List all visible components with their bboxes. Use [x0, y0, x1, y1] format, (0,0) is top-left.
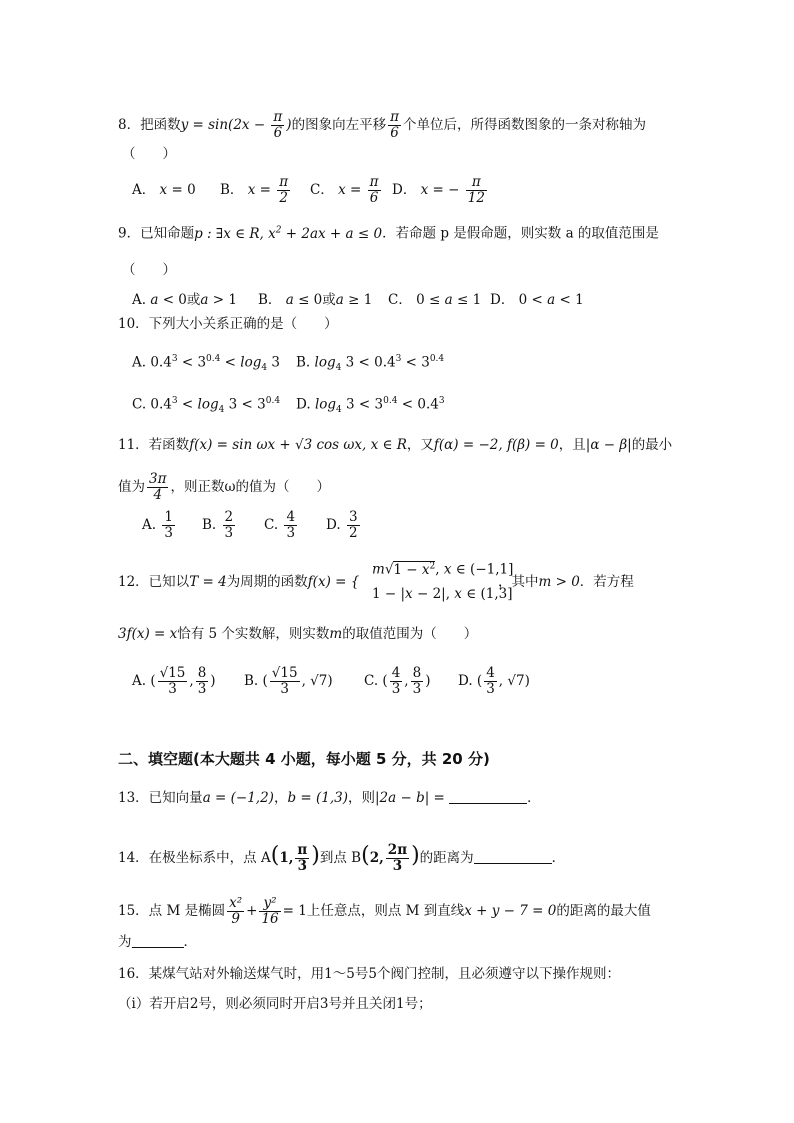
section-fill-in-title: 二、填空题(本大题共 4 小题，每小题 5 分，共 20 分) — [118, 750, 490, 768]
q14-answer-blank[interactable] — [474, 851, 552, 864]
q15-line2 — [118, 934, 197, 950]
q15-line2-text: 为 — [118, 934, 132, 950]
q8-paren: （ ） — [122, 146, 176, 162]
q12-piece2: 1 − |x − 2|, x ∈ (1,3] — [372, 586, 513, 602]
q11-abs: |α − β| — [585, 437, 632, 453]
q9-option-c[interactable]: C． 0 ≤ a ≤ 1 — [388, 292, 482, 308]
q11-option-b[interactable]: B. $\frac{2}{3}$ — [202, 509, 234, 541]
q16-rule-1: （i）若开启2号，则必须同时开启3号并且关闭1号； — [118, 996, 432, 1012]
q11-stem — [118, 437, 672, 453]
q8-option-a[interactable]: A． x = 0 — [132, 182, 196, 198]
q12-line2-m: m — [329, 626, 343, 642]
q13-vector-b: b = (1,3) — [287, 790, 348, 806]
q13-expression: |2a − b| = — [375, 790, 445, 806]
q15-line-equation: x + y − 7 = 0 — [464, 902, 557, 919]
q14-stem: 14．在极坐标系中，点 A(1, $\frac{\pi}{3}$ )到点 B(2, $\frac{2\pi}{3}$ )的距离为 ． — [118, 842, 566, 874]
q15-text-a: 15．点 M 是椭圆 — [118, 902, 226, 919]
q9-proposition: p : ∃x ∈ R, $x^2 + 2ax + a \le 0$ — [194, 225, 383, 242]
q9-option-a[interactable]: A. a < 0或a > 1 — [132, 292, 237, 308]
q14-text-a: 14．在极坐标系中，点 A — [118, 850, 271, 866]
q9-option-d[interactable]: D． 0 < a < 1 — [490, 292, 584, 308]
q9-stem — [118, 225, 659, 242]
q10-option-a[interactable]: A. $0.4^3 < 3^{0.4} < \log_4 3$ — [132, 354, 280, 374]
q12-piece1: $m√1 - x^2$, x ∈ (−1,1] — [372, 561, 514, 578]
q12-option-c[interactable]: C. ( $\frac{4}{3}$ , $\frac{8}{3}$ ) — [364, 665, 431, 697]
q9-text-a: 9．已知命题 — [118, 225, 195, 242]
q8-option-b[interactable]: B． x = $\frac{\pi}{2}$ — [220, 174, 289, 206]
q12-func-lhs: f(x) = { — [307, 574, 360, 590]
q8-option-d[interactable]: D． x = − $\frac{\pi}{12}$ — [392, 174, 485, 206]
q11-value: $\frac{3\pi}{4}$ — [149, 471, 167, 503]
q8-text-a: 8．把函数 — [118, 116, 181, 133]
q11-option-a[interactable]: A. $\frac{1}{3}$ — [142, 509, 173, 541]
q8-shift: $\frac{\pi}{6}$ — [390, 109, 399, 141]
q12-line2 — [118, 626, 477, 642]
q14-text-c: 的距离为 — [419, 850, 474, 866]
q14-text-b: 到点 B — [319, 850, 362, 866]
q8-option-c[interactable]: C． x = $\frac{\pi}{6}$ — [310, 174, 379, 206]
q8-function: y = sin(2x − $\frac{\pi}{6}$ ) — [180, 109, 292, 141]
q12-option-b[interactable]: B. ( $\frac{√15}{3}$ , √7) — [244, 665, 333, 697]
q12-text-b: 为周期的函数 — [226, 574, 308, 590]
q9-paren: （ ） — [122, 262, 176, 278]
q10-option-b[interactable]: B. $\log_4 3 < 0.4^3 < 3^{0.4}$ — [296, 354, 445, 374]
q12-stem — [118, 574, 359, 590]
q13-answer-blank[interactable] — [449, 791, 527, 804]
q12-option-d[interactable]: D. ( $\frac{4}{3}$ , √7) — [458, 665, 530, 697]
q15-stem: 15．点 M 是椭圆 $\frac{\text{x²}}{9}$ + $\frac{\text{y²}}{16}$ = 1上任意点，则点 M 到直线x + y − 7 = 0的距离的最大值 — [118, 895, 651, 927]
q8-text-b: 的图象向左平移 — [291, 116, 387, 133]
q12-period: T = 4 — [189, 574, 227, 590]
q12-stem-tail — [498, 574, 634, 590]
q12-text-a: 12．已知以 — [118, 574, 190, 590]
q12-equation: 3f(x) = x — [118, 626, 178, 642]
q15-answer-blank[interactable] — [132, 935, 184, 948]
q13-separator: ， — [273, 790, 288, 806]
q11-text-b: ，又 — [406, 437, 434, 453]
q8-text-c: 个单位后，所得函数图象的一条对称轴为 — [402, 116, 646, 133]
q15-text-c: 的距离的最大值 — [556, 902, 651, 919]
q11-option-c[interactable]: C. $\frac{4}{3}$ — [264, 509, 296, 541]
q14-end: ． — [551, 850, 566, 866]
q13-text-b: ，则 — [348, 790, 375, 806]
q13-vector-a: a = (−1,2) — [202, 790, 274, 806]
q12-line2-b: 的取值范围为（ ） — [342, 626, 478, 642]
q10-option-c[interactable]: C. $0.4^3 < \log_4 3 < 3^{0.4}$ — [132, 396, 281, 416]
q8-stem — [118, 110, 646, 141]
q9-text-b: ．若命题 p 是假命题，则实数 a 的取值范围是 — [382, 225, 659, 242]
q11-function: f(x) = sin ωx + √3 cos ωx, x ∈ R — [189, 437, 407, 453]
q12-text-c: ，其中 — [498, 574, 539, 590]
q11-line2-a: 值为 — [118, 478, 145, 495]
q11-line2-b: ，则正数ω的值为（ ） — [170, 478, 330, 495]
q10-stem: 10．下列大小关系正确的是（ ） — [118, 316, 338, 332]
q13-end: ． — [527, 790, 541, 806]
q15-text-b: 上任意点，则点 M 到直线 — [306, 902, 465, 919]
q11-line2 — [118, 472, 330, 503]
q12-m-condition: m > 0 — [538, 574, 580, 590]
q11-condition: f(α) = −2, f(β) = 0 — [433, 437, 559, 453]
q11-text-c: ，且 — [558, 437, 586, 453]
q15-end: ． — [183, 934, 197, 950]
q12-option-a[interactable]: A. ( $\frac{√15}{3}$ , $\frac{8}{3}$ ) — [132, 665, 216, 697]
q12-text-d: ．若方程 — [579, 574, 634, 590]
q16-stem: 16．某煤气站对外输送煤气时，用1～5号5个阀门控制，且必须遵守以下操作规则： — [118, 966, 620, 982]
q13-text-a: 13．已知向量 — [118, 790, 203, 806]
q13-stem — [118, 790, 541, 806]
q11-text-a: 11．若函数 — [118, 437, 190, 453]
q9-option-b[interactable]: B． a ≤ 0或a ≥ 1 — [258, 292, 373, 308]
q11-text-d: 的最小 — [631, 437, 673, 453]
q11-option-d[interactable]: D. $\frac{3}{2}$ — [326, 509, 358, 541]
q12-line2-a: 恰有 5 个实数解，则实数 — [177, 626, 330, 642]
q10-option-d[interactable]: D. $\log_4 3 < 3^{0.4} < 0.4^3$ — [296, 396, 445, 416]
